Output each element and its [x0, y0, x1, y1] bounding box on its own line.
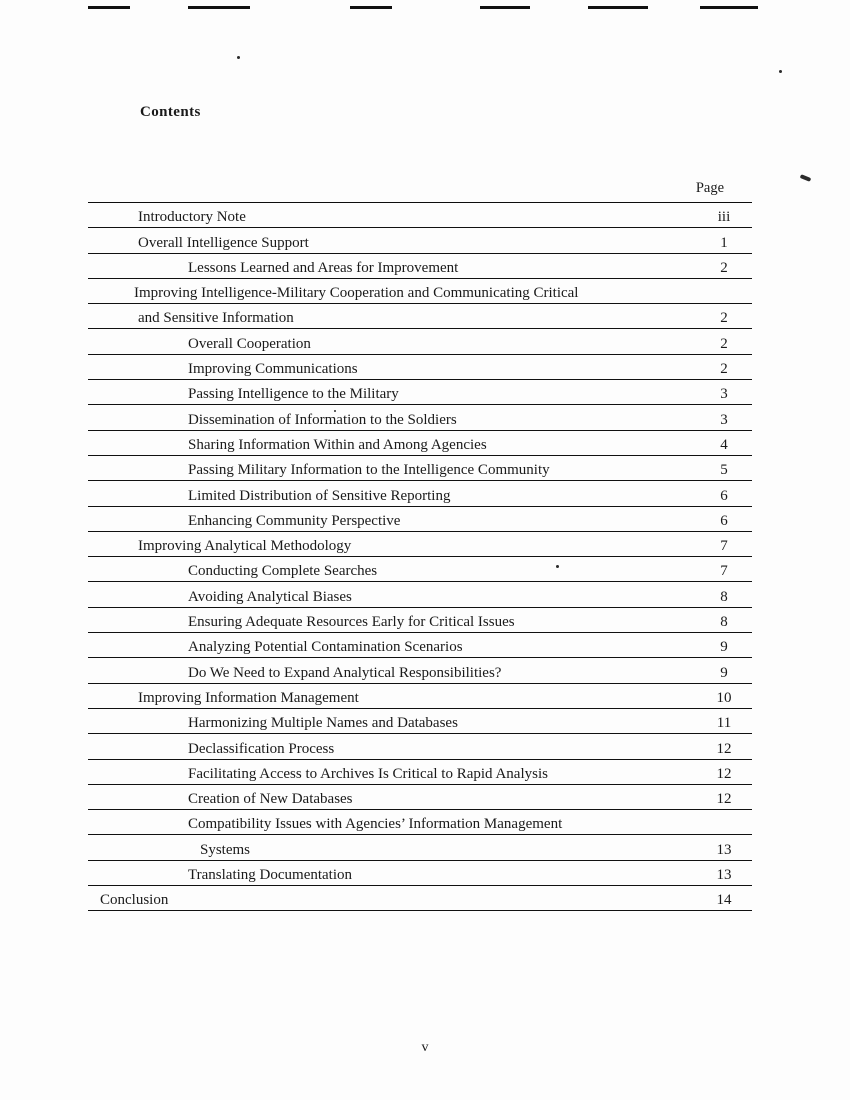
toc-row[interactable] [88, 886, 752, 911]
toc-entry-page: 12 [716, 791, 732, 808]
toc-entry-page: 4 [720, 436, 728, 453]
toc-entry-page: 7 [720, 563, 728, 580]
toc-entry-page: 8 [720, 614, 728, 631]
toc-row[interactable] [88, 658, 752, 683]
page-column-header [88, 180, 752, 202]
toc-entry-page: 6 [720, 512, 728, 529]
toc-entry-label[interactable]: Dissemination of Information to the Soldiers [188, 411, 457, 428]
toc-row[interactable] [88, 405, 752, 430]
toc-entry-page: 1 [720, 234, 728, 251]
toc-row[interactable] [88, 203, 752, 228]
table-of-contents [88, 180, 752, 911]
toc-entry-label[interactable]: Introductory Note [138, 209, 246, 226]
page-column-label: Page [695, 180, 724, 196]
toc-entry-page: 9 [720, 639, 728, 656]
toc-row[interactable] [88, 760, 752, 785]
toc-row[interactable] [88, 228, 752, 253]
toc-entry-label[interactable]: Do We Need to Expand Analytical Responsibilities? [188, 664, 502, 681]
toc-entry-label[interactable]: Compatibility Issues with Agencies’ Information Management [188, 816, 563, 833]
toc-entry-label[interactable]: Improving Intelligence-Military Cooperation and Communicating Critical [134, 285, 579, 302]
toc-entry-page: 2 [720, 361, 728, 378]
toc-entry-label[interactable]: Overall Cooperation [188, 335, 311, 352]
toc-entry-page: 10 [716, 689, 732, 706]
scan-speck [237, 56, 240, 59]
toc-entry-page: 12 [716, 740, 732, 757]
page-folio: v [421, 1040, 429, 1055]
toc-entry-label[interactable]: Improving Communications [188, 361, 358, 378]
toc-entry-page: iii [717, 209, 731, 226]
toc-entry-label[interactable]: Overall Intelligence Support [138, 234, 309, 251]
toc-row[interactable] [88, 709, 752, 734]
toc-entry-label[interactable]: Declassification Process [188, 740, 335, 757]
toc-row[interactable] [88, 380, 752, 405]
toc-entry-label[interactable]: Limited Distribution of Sensitive Reporting [188, 487, 451, 504]
toc-entry-label[interactable]: Lessons Learned and Areas for Improvement [188, 259, 459, 276]
scan-speck [800, 174, 812, 182]
toc-row-rule [88, 910, 752, 911]
toc-entry-label[interactable]: Ensuring Adequate Resources Early for Critical Issues [188, 614, 515, 631]
toc-row[interactable] [88, 557, 752, 582]
scan-speck [779, 70, 782, 73]
toc-entry-label[interactable]: Conclusion [100, 892, 169, 909]
toc-entry-page: 2 [720, 310, 728, 327]
toc-entry-page: 2 [720, 335, 728, 352]
toc-entry-label[interactable]: Facilitating Access to Archives Is Critical to Rapid Analysis [188, 765, 548, 782]
toc-entry-page: 11 [716, 715, 732, 732]
toc-entry-label[interactable]: Passing Intelligence to the Military [188, 386, 399, 403]
toc-row[interactable] [88, 633, 752, 658]
toc-entry-label[interactable]: Improving Analytical Methodology [138, 538, 352, 555]
toc-entry-label[interactable]: Improving Information Management [138, 689, 359, 706]
toc-entry-label[interactable]: and Sensitive Information [138, 310, 294, 327]
toc-row[interactable] [88, 835, 752, 860]
toc-row[interactable] [88, 810, 752, 835]
toc-row[interactable] [88, 785, 752, 810]
toc-row[interactable] [88, 734, 752, 759]
toc-entry-page: 5 [720, 462, 728, 479]
toc-entry-label[interactable]: Systems [200, 841, 251, 858]
toc-entry-label[interactable]: Harmonizing Multiple Names and Databases [188, 715, 458, 732]
toc-row[interactable] [88, 608, 752, 633]
toc-entry-label[interactable]: Passing Military Information to the Intelligence Community [188, 462, 550, 479]
toc-row[interactable] [88, 582, 752, 607]
toc-row[interactable] [88, 861, 752, 886]
toc-row[interactable] [88, 684, 752, 709]
toc-row[interactable] [88, 481, 752, 506]
toc-entry-label[interactable]: Translating Documentation [188, 867, 353, 884]
toc-entry-page: 8 [720, 588, 728, 605]
page-title: Contents [140, 104, 201, 120]
toc-row[interactable] [88, 431, 752, 456]
toc-entry-label[interactable]: Avoiding Analytical Biases [188, 588, 352, 605]
toc-entry-label[interactable]: Conducting Complete Searches [188, 563, 378, 580]
toc-row[interactable] [88, 355, 752, 380]
toc-entry-page: 13 [716, 841, 732, 858]
toc-entry-page: 7 [720, 538, 728, 555]
toc-entry-label[interactable]: Analyzing Potential Contamination Scenarios [188, 639, 463, 656]
toc-row[interactable] [88, 279, 752, 304]
toc-row[interactable] [88, 507, 752, 532]
toc-entry-label[interactable]: Creation of New Databases [188, 791, 353, 808]
scan-artifact-marks [0, 0, 850, 14]
toc-entry-page: 3 [720, 386, 728, 403]
toc-entry-page: 9 [720, 664, 728, 681]
toc-entry-page: 13 [716, 867, 732, 884]
toc-row[interactable] [88, 329, 752, 354]
toc-entry-page: 12 [716, 765, 732, 782]
toc-row[interactable] [88, 254, 752, 279]
toc-row[interactable] [88, 532, 752, 557]
toc-entry-page: 6 [720, 487, 728, 504]
toc-row[interactable] [88, 304, 752, 329]
toc-entry-page: 3 [720, 411, 728, 428]
toc-entry-label[interactable]: Sharing Information Within and Among Agencies [188, 436, 487, 453]
toc-entry-page: 14 [716, 892, 732, 909]
toc-row[interactable] [88, 456, 752, 481]
toc-entry-page: 2 [720, 259, 728, 276]
toc-entry-label[interactable]: Enhancing Community Perspective [188, 512, 401, 529]
